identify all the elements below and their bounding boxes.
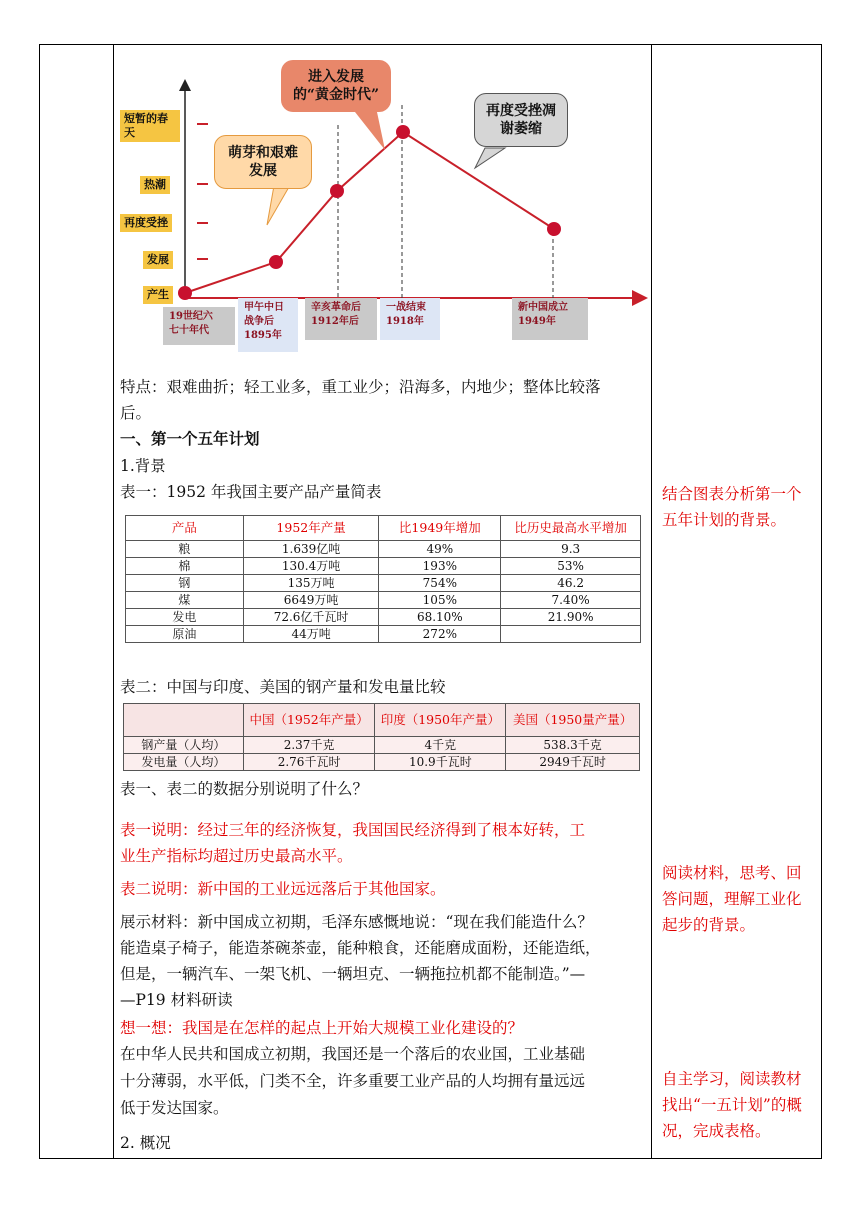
production-table: 产品 1952年产量 比1949年增加 比历史最高水平增加 粮 1.639亿吨 49% 9.3 棉 130.4万吨 193% 53% 钢 135万吨 754% 46.2 煤 6649万吨 105% 7.40% 发电 72.6亿千瓦时 68.10% 21.90% 原油 44万吨 272% [125, 515, 641, 643]
table1-caption: 表一：1952 年我国主要产品产量简表 [120, 483, 382, 501]
answer1-line2: 业生产指标均超过历史最高水平。 [120, 847, 353, 865]
bubble-sprout: 萌芽和艰难发展 [214, 135, 312, 189]
subheading-overview: 2. 概况 [120, 1134, 171, 1152]
comparison-table: 中国（1952年产量） 印度（1950年产量） 美国（1950量产量） 钢产量（人均） 2.37千克 4千克 538.3千克 发电量（人均） 2.76千瓦时 10.9千瓦时 2949千瓦时 [123, 703, 640, 771]
x-label-1860s: 19世纪六 七十年代 [163, 307, 235, 345]
point-1895 [269, 255, 283, 269]
bubble-golden-age: 进入发展的“黄金时代” [281, 60, 391, 112]
feature-line-2: 后。 [120, 404, 152, 422]
material-line2: 能造桌子椅子，能造茶碗茶壶，能种粮食，还能磨成面粉，还能造纸， [120, 939, 601, 957]
y-label-setback: 再度受挫 [120, 214, 172, 232]
table-row: 煤 6649万吨 105% 7.40% [126, 592, 641, 609]
y-label-spring: 短暂的春天 [120, 110, 180, 142]
point-1912 [330, 184, 344, 198]
point-1918 [396, 125, 410, 139]
think-question: 想一想：我国是在怎样的起点上开始大规模工业化建设的？ [120, 1019, 524, 1037]
question-text: 表一、表二的数据分别说明了什么？ [120, 780, 369, 798]
material-line3: 但是，一辆汽车、一架飞机、一辆坦克、一辆拖拉机都不能制造。”— [120, 965, 586, 983]
basis-line3: 低于发达国家。 [120, 1099, 229, 1117]
point-1860s [178, 286, 192, 300]
basis-line2: 十分薄弱，水平低，门类不全，许多重要工业产品的人均拥有量远远 [120, 1072, 586, 1090]
y-label-develop: 发展 [143, 251, 173, 269]
material-line1: 展示材料：新中国成立初期，毛泽东感慨地说：“现在我们能造什么？ [120, 913, 593, 931]
table-row: 原油 44万吨 272% [126, 626, 641, 643]
basis-line1: 在中华人民共和国成立初期，我国还是一个落后的农业国，工业基础 [120, 1045, 586, 1063]
x-label-1912: 辛亥革命后 1912年后 [305, 298, 377, 340]
answer2: 表二说明：新中国的工业远远落后于其他国家。 [120, 880, 446, 898]
subheading-background: 1.背景 [120, 457, 166, 475]
x-label-1895: 甲午中日 战争后 1895年 [238, 298, 298, 352]
note-reading: 阅读材料，思考、回答问题，理解工业化起步的背景。 [662, 864, 802, 934]
material-line4: —P19 材料研读 [120, 991, 233, 1009]
x-label-1918: 一战结束 1918年 [380, 298, 440, 340]
y-label-boom: 热潮 [140, 176, 170, 194]
table2-caption: 表二：中国与印度、美国的钢产量和发电量比较 [120, 678, 446, 696]
x-label-1949: 新中国成立 1949年 [512, 298, 588, 340]
column-divider-right [651, 44, 652, 1159]
note-chart-analysis: 结合图表分析第一个五年计划的背景。 [662, 485, 802, 529]
point-1949 [547, 222, 561, 236]
answer1-line1: 表一说明：经过三年的经济恢复，我国国民经济得到了根本好转，工 [120, 821, 586, 839]
y-label-birth: 产生 [143, 286, 173, 304]
table-row: 钢 135万吨 754% 46.2 [126, 575, 641, 592]
table-row: 棉 130.4万吨 193% 53% [126, 558, 641, 575]
section-heading: 一、第一个五年计划 [120, 429, 260, 448]
note-self-study: 自主学习，阅读教材找出“一五计划”的概况，完成表格。 [662, 1070, 802, 1140]
column-divider-left [113, 44, 114, 1159]
feature-line-1: 特点：艰难曲折；轻工业多，重工业少；沿海多，内地少；整体比较落 [120, 378, 601, 396]
table-row: 发电量（人均） 2.76千瓦时 10.9千瓦时 2949千瓦时 [124, 754, 640, 771]
table-row: 发电 72.6亿千瓦时 68.10% 21.90% [126, 609, 641, 626]
table-row: 钢产量（人均） 2.37千克 4千克 538.3千克 [124, 737, 640, 754]
table-row: 粮 1.639亿吨 49% 9.3 [126, 541, 641, 558]
bubble-wither: 再度受挫凋谢萎缩 [474, 93, 568, 147]
